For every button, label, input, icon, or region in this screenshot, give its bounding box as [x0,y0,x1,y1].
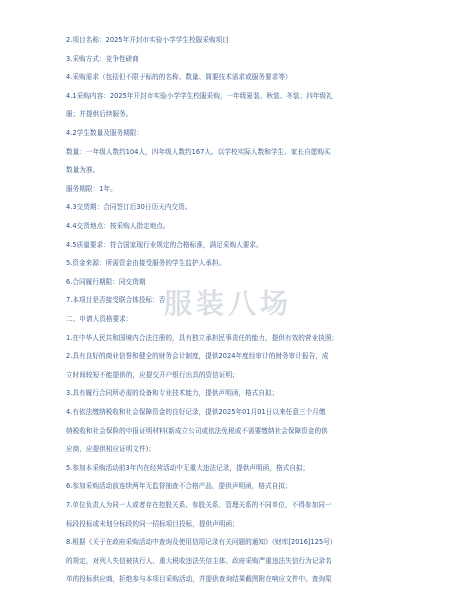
item-content-line-2: 服；并提供后续服务。 [66,110,133,118]
qualification-1: 1.在中华人民共和国境内合法注册的，具有独立承担民事责任的能力，提供有效的营业执照； [66,334,339,342]
qualification-8-line-3: 单的投标供应商，拒绝参与本项目采购活动，并提供查询结果截图附在响应文件中。查询渠 [66,575,332,583]
qualification-5: 5.参加本采购活动前3年内在经营活动中无重大违法记录，提供声明函，格式自拟； [66,464,310,472]
item-quantity-line-2: 数量为准。 [66,166,100,174]
item-quality-requirement: 4.5质量要求：符合国家现行业规定的合格标准，满足采购人要求。 [66,241,263,249]
qualification-7-line-1: 7.单位负责人为同一人或者存在控股关系、参股关系、管理关系的不同单位，不得参加同一 [66,501,332,509]
item-content-line-1: 4.1采购内容：2025年开封市实验小学学生校服采购，一年级夏装、秋装、冬装；四年级礼 [66,92,333,100]
qualification-4-line-3: 应商，应提供相应证明文件)； [66,445,155,453]
qualification-2-line-2: 立时间较短不能提供的，应提交开户银行出具的资信证明； [66,371,239,379]
watermark-text: 服装八场 [164,287,293,320]
section-heading-qualifications: 二、申请人资格要求： [66,315,133,323]
item-student-count-heading: 4.2学生数量及服务期限： [66,129,144,137]
item-project-name: 2.项目名称：2025年开封市实验小学学生校服采购项目 [66,36,229,44]
qualification-7-line-2: 标段投标或未划分标段的同一招标项目投标，提供声明函； [66,520,239,528]
qualification-8-line-1: 8.根据《关于在政府采购活动中查询及使用信用记录有关问题的通知》（财库[2016]125号） [66,538,337,546]
item-joint-bid: 7.本项目是否接受联合体投标：否 [66,296,166,304]
item-quantity-line-1: 数量：一年级人数约104人，四年级人数约167人。以学校实际人数和学生、家长自愿购买 [66,148,331,156]
item-procurement-method: 3.采购方式：竞争性磋商 [66,55,139,63]
qualification-6: 6.参加采购活动前连续两年无监督抽查不合格产品，提供声明函，格式自拟； [66,482,292,490]
item-delivery-time: 4.3交货期：合同签订后30日历天内交货。 [66,203,192,211]
qualification-4-line-2: 纳税收和社会保险的申报证明材料(新成立公司或依法免税或不需要缴纳社会保障资金的供 [66,427,328,435]
qualification-4-line-1: 4.有依法缴纳税收和社会保障资金的良好记录，提供2025年01月01日以来任意三个月缴 [66,408,326,416]
item-contract-period: 6.合同履行期限：同交货期 [66,278,146,286]
qualification-2-line-1: 2.具有良好的商业信誉和健全的财务会计制度，提供2024年度经审计的财务审计报告，成 [66,352,329,360]
item-fund-source: 5.资金来源：所需资金由接受服务的学生监护人承担。 [66,259,226,267]
item-delivery-place: 4.4交货地点：按采购人指定地点。 [66,222,170,230]
item-service-period: 服务期限：1年。 [66,185,117,193]
item-procurement-needs: 4.采购需求（包括但不限于标的的名称、数量、简要技术需求或服务要求等） [66,73,292,81]
qualification-3: 3.具有履行合同所必需的设备和专业技术能力，提供声明函，格式自拟； [66,389,279,397]
qualification-8-line-2: 的规定，对列入失信被执行人、重大税收违法失信主体、政府采购严重违法失信行为记录名 [66,557,332,565]
